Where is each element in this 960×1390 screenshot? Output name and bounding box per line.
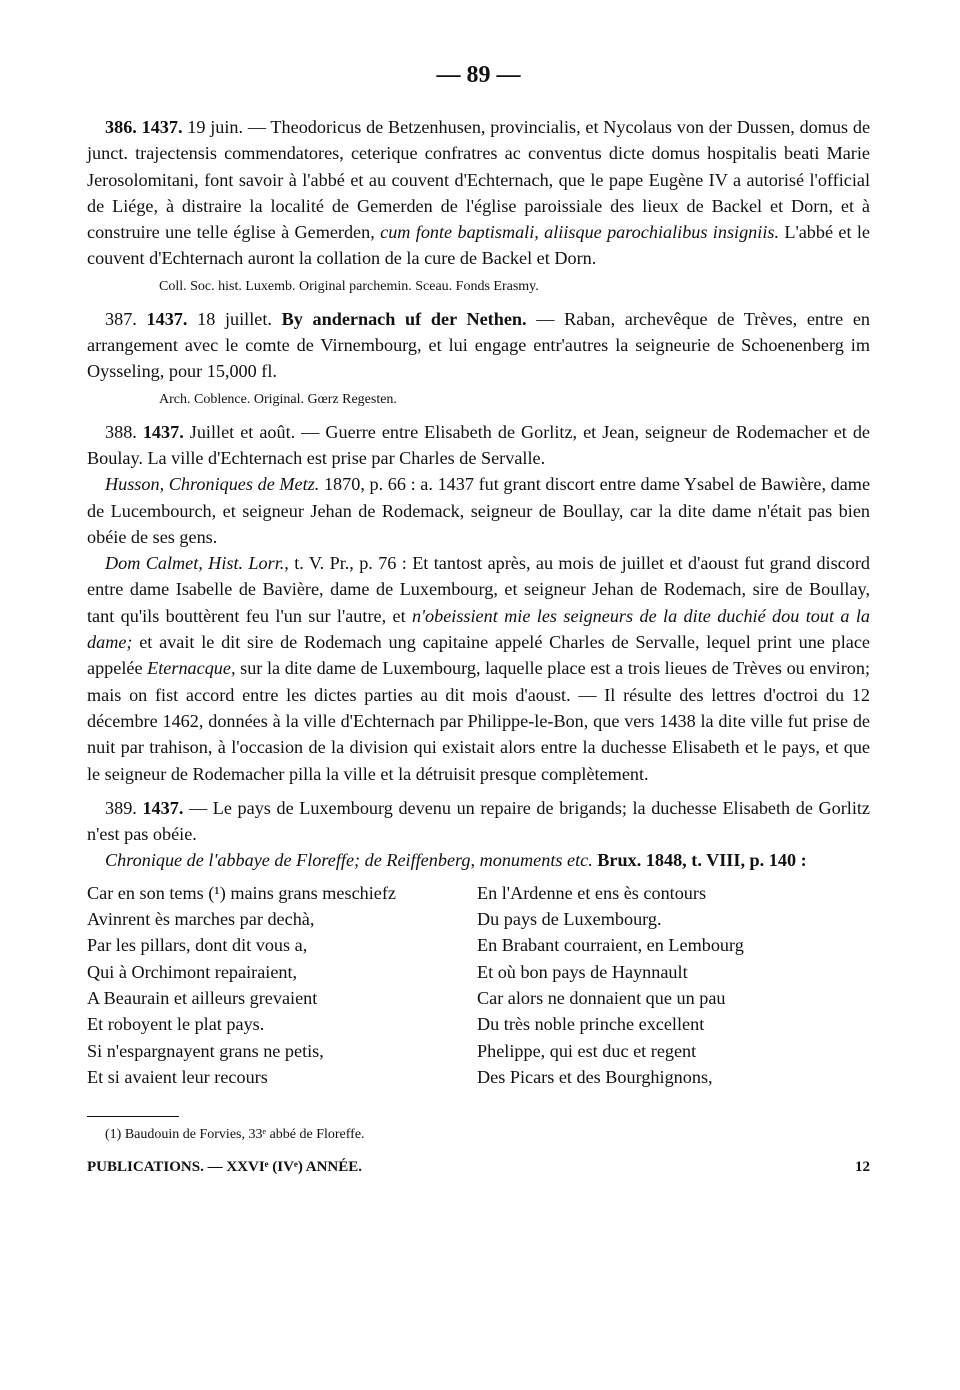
publication-signature: PUBLICATIONS. — XXVIᵉ (IVᵉ) ANNÉE. xyxy=(87,1159,363,1176)
verse-line: Car en son tems (¹) mains grans meschiefz xyxy=(87,882,396,903)
verse-line: Avinrent ès marches par dechà, xyxy=(87,909,315,930)
verse-line: En Brabant courraient, en Lembourg xyxy=(477,935,744,956)
entry-gothic-place: By andernach uf der Nethen. xyxy=(281,308,527,329)
quote-text: t. V. Pr., p. 76 : Et tantost après, au mois de juillet et d'aoust fut grand discord entre dame Isabelle de Bavière, dame de Luxembourg, et seigneur Jehan de Rodemach, sire de Boullay, tant qu'ils bouttèrent feu l'un sur l'autre, et xyxy=(87,553,870,626)
quote-calmet xyxy=(87,550,870,787)
quote-italic: Eternacque, xyxy=(147,658,236,679)
entry-text-tail: L'abbé et le couvent d'Echternach auront la collation de la cure de Backel et Dorn. xyxy=(87,222,870,269)
entry-386 xyxy=(87,114,870,272)
page-number: — 89 — xyxy=(436,62,521,88)
chronicle-edition: Brux. 1848, t. VIII, p. 140 : xyxy=(597,850,807,871)
verse-line: Et si avaient leur recours xyxy=(87,1066,268,1087)
entry-number: 387. xyxy=(105,308,137,329)
entry-source: Arch. Coblence. Original. Gœrz Regesten. xyxy=(159,391,397,407)
signature-number: 12 xyxy=(855,1159,870,1176)
entry-text: — Raban, archevêque de Trèves, entre en arrangement avec le comte de Virnembourg, et lui engage entr'autres la seigneurie de Schoenenberg im Oysseling, pour 15,000 fl. xyxy=(87,308,871,382)
entry-text: Juillet et août. — Guerre entre Elisabeth de Gorlitz, et Jean, seigneur de Rodemacher et de Boulay. La ville d'Echternach est prise par Charles de Servalle. xyxy=(87,421,871,468)
verse-line: Si n'espargnayent grans ne petis, xyxy=(87,1040,324,1061)
page-footer xyxy=(87,1159,870,1176)
quote-italic: n'obeissient mie les seigneurs de la dite duchié dou tout a la dame; xyxy=(87,605,871,653)
verse-right-column xyxy=(477,880,867,1090)
entry-year: 1437. xyxy=(142,797,184,818)
verse-line: Par les pillars, dont dit vous a, xyxy=(87,935,308,956)
verse-left-column xyxy=(87,880,477,1090)
entry-year: 1437. xyxy=(146,308,188,329)
entry-year: 1437. xyxy=(141,117,183,137)
verse-line: Et où bon pays de Haynnault xyxy=(477,961,688,982)
document-page xyxy=(87,62,870,1176)
quote-husson xyxy=(87,471,870,550)
entry-text: — Le pays de Luxembourg devenu un repaire de brigands; la duchesse Elisabeth de Gorlitz n'est pas obéie. xyxy=(87,797,871,845)
entry-year: 1437. xyxy=(142,421,184,442)
entry-number: 389. xyxy=(105,797,137,818)
footnote-rule xyxy=(87,1116,179,1117)
verse-line: Phelippe, qui est duc et regent xyxy=(477,1040,697,1061)
verse-line: Des Picars et des Bourghignons, xyxy=(477,1066,713,1087)
entry-date: 18 juillet. xyxy=(197,308,272,329)
quote-text: 1870, p. 66 : a. 1437 fut grant discort entre dame Ysabel de Bawière, dame de Lucembourch, et seigneur Jehan de Rodemack, seigneur de Boullay, car la dite dame n'était pas bien obéie de ses gens. xyxy=(87,474,871,547)
verse-line: Du très noble prinche excellent xyxy=(477,1014,705,1035)
entry-number: 386. xyxy=(105,117,137,137)
chronicle-reference xyxy=(87,847,870,873)
entry-text: 19 juin. — Theodoricus de Betzenhusen, provincialis, et Nycolaus von der Dussen, domus de junct. trajectensis commendatores, ceterique confratres ac conventus dicte domus hospitalis beati Marie Jerosolomitani, font savoir à l'abbé et au couvent d'Echternach, que le pape Eugène IV a autorisé l'official de Liége, à distraire la localité de Gemerden de l'église paroissiale des lieux de Backel et Dorn, et à construire une telle église à Gemerden, xyxy=(87,117,871,243)
verse-block xyxy=(87,880,870,1090)
quote-reference: Husson, Chroniques de Metz. xyxy=(105,474,320,495)
verse-line: Du pays de Luxembourg. xyxy=(477,909,662,930)
entry-source: Coll. Soc. hist. Luxemb. Original parchemin. Sceau. Fonds Erasmy. xyxy=(159,278,539,294)
entry-number: 388. xyxy=(105,421,137,442)
entry-387 xyxy=(87,306,870,385)
entry-latin: cum fonte baptismali, aliisque parochialibus insigniis. xyxy=(380,222,779,243)
chronicle-title: Chronique de l'abbaye de Floreffe; de Reiffenberg, monuments etc. xyxy=(105,850,593,871)
entry-388 xyxy=(87,419,870,472)
verse-line: Et roboyent le plat pays. xyxy=(87,1014,265,1035)
entry-389 xyxy=(87,795,870,848)
quote-text: et avait le dit sire de Rodemach ung capitaine appelé Charles de Servalle, lequel print une place appelée xyxy=(87,632,870,679)
verse-line: A Beaurain et ailleurs grevaient xyxy=(87,987,318,1008)
footnote: (1) Baudouin de Forvies, 33ᵉ abbé de Floreffe. xyxy=(105,1127,365,1143)
quote-reference: Dom Calmet, Hist. Lorr., xyxy=(105,553,289,574)
verse-line: Car alors ne donnaient que un pau xyxy=(477,987,726,1008)
verse-line: En l'Ardenne et ens ès contours xyxy=(477,882,707,903)
quote-text: sur la dite dame de Luxembourg, laquelle place est a trois lieues de Trèves ou environ; mais on fist accord entre les dictes parties au dit mois d'aoust. — Il résulte des lettres d'octroi du 12 décembre 1462, données à la ville d'Echternach par Philippe-le-Bon, que vers 1438 la dite ville fut prise de nuit par trahison, à l'occasion de la division qui existait alors entre la duchesse Elisabeth et le pays, et que le seigneur de Rodemacher pilla la ville et la détruisit presque complètement. xyxy=(87,658,870,784)
verse-line: Qui à Orchimont repairaient, xyxy=(87,961,298,982)
